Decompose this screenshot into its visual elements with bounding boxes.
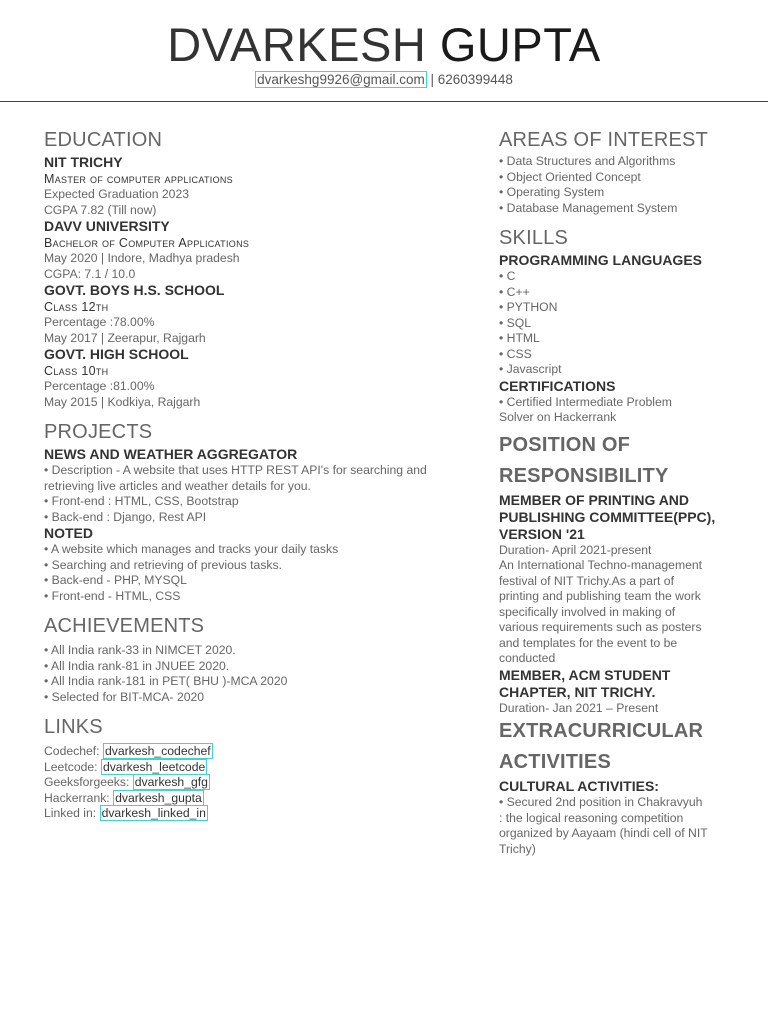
activity-line: • Secured 2nd position in Chakravyuh [499,795,703,809]
title-line: EXTRACURRICULAR [499,720,704,742]
list-item: • PYTHON [499,300,558,314]
role-title [499,667,734,701]
edu-line: Percentage :78.00% [44,315,155,329]
contact-separator: | [430,72,434,87]
school-name: GOVT. HIGH SCHOOL [44,346,189,362]
list-item: • CSS [499,346,532,361]
list-item: • Javascript [499,362,562,376]
achievement-item: • Selected for BIT-MCA- 2020 [44,689,205,704]
degree: Class 12th [44,300,109,314]
responsibility-item [499,667,734,717]
activity-line: organized by Aayaam (hindi cell of NIT [499,826,708,840]
role-line: Duration- Jan 2021 – Present [499,700,659,715]
edu-line: CGPA: 7.1 / 10.0 [44,266,136,281]
gfg-link[interactable]: dvarkesh_gfg [134,775,208,789]
email-link[interactable]: dvarkeshg9926@gmail.com [257,72,425,87]
role-title-line: MEMBER, ACM STUDENT [499,666,671,683]
list-item: • C [499,269,516,283]
project-line: • Front-end - HTML, CSS [44,588,181,603]
responsibility-item [499,492,734,667]
list-item: • C++ [499,284,530,299]
project-name: NOTED [44,525,93,541]
education-item [44,346,474,410]
role-line: festival of NIT Trichy.As a part of [499,573,674,588]
role-line: An International Techno-management [499,558,703,572]
degree: Master of computer applications [44,172,233,186]
activity-line: : the logical reasoning competition [499,810,684,825]
activity-line: Trichy) [499,841,536,856]
list-item: • Object Oriented Concept [499,169,641,184]
school-name: GOVT. BOYS H.S. SCHOOL [44,282,225,298]
project-line: • Description - A website that uses HTTP REST API's for searching and [44,463,427,477]
link-label: Geeksforgeeks: [44,775,130,789]
linkedin-link[interactable]: dvarkesh_linked_in [101,806,206,820]
link-row [44,775,474,791]
list-item: • Data Structures and Algorithms [499,154,676,168]
section-title-extracurricular [499,716,734,778]
interests-list [499,154,734,216]
left-column [44,126,474,822]
role-title-line: MEMBER OF PRINTING AND [499,491,690,508]
role-line: Duration- April 2021-present [499,542,652,557]
section-title-achievements: ACHIEVEMENTS [44,615,205,637]
link-row [44,806,474,822]
cert-line: • Certified Intermediate Problem [499,394,672,409]
cultural-title: CULTURAL ACTIVITIES: [499,778,659,794]
school-name: NIT TRICHY [44,154,123,170]
section-title-links: LINKS [44,716,103,738]
link-row [44,791,474,807]
link-label: Leetcode: [44,759,98,774]
achievement-item: • All India rank-181 in PET( BHU )-MCA 2020 [44,674,288,688]
cert-line: Solver on Hackerrank [499,410,617,424]
last-name: GUPTA [439,18,601,71]
education-item [44,218,474,282]
phone-number: 6260399448 [437,72,513,87]
project-line: • A website which manages and tracks your daily tasks [44,542,339,556]
edu-line: May 2015 | Kodkiya, Rajgarh [44,394,201,409]
right-column [499,126,734,857]
degree: Class 10th [44,364,109,378]
link-label: Linked in: [44,806,97,820]
achievement-item: • All India rank-33 in NIMCET 2020. [44,643,236,657]
project-item [44,525,474,604]
role-title-line: PUBLISHING COMMITTEE(PPC), [499,508,716,525]
project-line: retrieving live articles and weather details for you. [44,478,311,493]
section-title-responsibility [499,430,734,492]
link-label: Hackerrank: [44,790,110,805]
certifications-title: CERTIFICATIONS [499,377,616,394]
header-divider [0,101,768,102]
link-row [44,744,474,760]
link-label: Codechef: [44,744,100,758]
role-line: specifically involved in making of [499,604,676,619]
education-item [44,154,474,218]
languages-list [499,269,734,378]
list-item: • Operating System [499,185,605,199]
school-name: DAVV UNIVERSITY [44,218,170,234]
section-title-skills: SKILLS [499,227,569,249]
education-item [44,282,474,346]
contact-line [0,72,768,87]
project-item [44,446,474,525]
codechef-link[interactable]: dvarkesh_codechef [104,744,211,758]
role-line: printing and publishing team the work [499,589,701,603]
role-line: and templates for the event to be [499,635,678,650]
link-row [44,760,474,776]
degree: Bachelor of Computer Applications [44,236,250,250]
role-title-line: CHAPTER, NIT TRICHY. [499,683,656,700]
list-item: • Database Management System [499,200,678,215]
edu-line: Percentage :81.00% [44,379,155,393]
list-item: • SQL [499,315,532,330]
edu-line: CGPA 7.82 (Till now) [44,202,157,217]
list-item: • HTML [499,331,540,345]
project-line: • Searching and retrieving of previous tasks. [44,557,282,572]
section-title-interests: AREAS OF INTEREST [499,129,708,151]
role-line: conducted [499,651,556,665]
first-name: DVARKESH [167,18,427,71]
section-title-projects: PROJECTS [44,421,153,443]
leetcode-link[interactable]: dvarkesh_leetcode [102,759,206,774]
role-title-line: VERSION '21 [499,525,585,542]
project-line: • Back-end : Django, Rest API [44,509,207,524]
project-line: • Back-end - PHP, MYSQL [44,573,187,587]
achievement-item: • All India rank-81 in JNUEE 2020. [44,658,230,673]
role-title [499,492,734,543]
title-line: POSITION OF [499,433,631,456]
project-line: • Front-end : HTML, CSS, Bootstrap [44,494,239,508]
edu-line: Expected Graduation 2023 [44,187,190,201]
edu-line: May 2017 | Zeerapur, Rajgarh [44,330,206,345]
section-title-education: EDUCATION [44,129,163,151]
hackerrank-link[interactable]: dvarkesh_gupta [115,790,202,805]
title-line: ACTIVITIES [499,751,612,773]
resume-name [0,18,768,72]
project-name: NEWS AND WEATHER AGGREGATOR [44,446,298,462]
languages-title: PROGRAMMING LANGUAGES [499,252,702,268]
title-line: RESPONSIBILITY [499,464,669,487]
role-line: various requirements such as posters [499,620,702,634]
edu-line: May 2020 | Indore, Madhya pradesh [44,251,240,265]
